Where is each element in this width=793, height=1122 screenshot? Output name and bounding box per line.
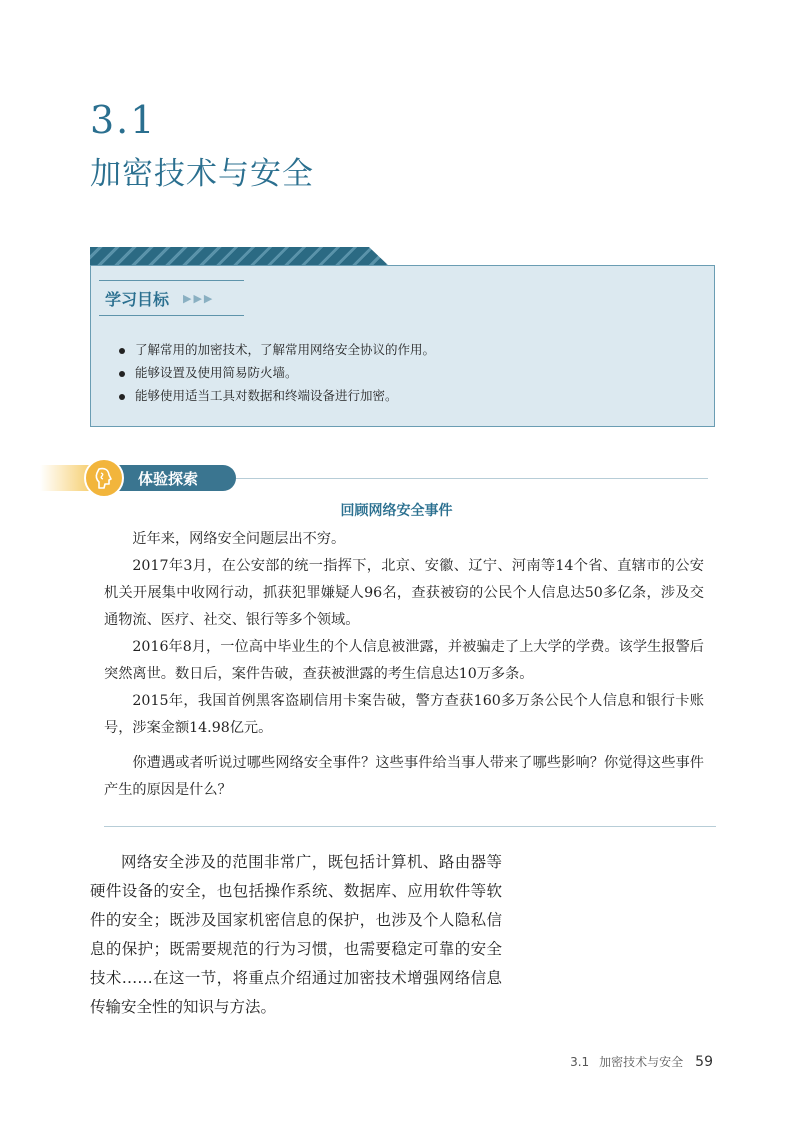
- explore-tab: [118, 465, 236, 491]
- thinking-head-icon: [84, 458, 124, 498]
- page-footer: [570, 1053, 713, 1070]
- case-question: 你遭遇或者听说过哪些网络安全事件？这些事件给当事人带来了哪些影响？你觉得这些事件产生的原因是什么？: [104, 755, 704, 798]
- objectives-box: [90, 265, 715, 427]
- objective-item: [119, 384, 435, 407]
- objectives-heading-label: 学习目标: [105, 289, 170, 309]
- footer-section-number: 3.1: [570, 1055, 590, 1069]
- objectives-stripe: [90, 247, 390, 267]
- objectives-list: [119, 338, 435, 407]
- bullet-icon: [119, 348, 125, 354]
- arrows-icon: ▶▶▶: [183, 291, 215, 305]
- section-divider: [104, 826, 716, 827]
- case-paragraph: 近年来，网络安全问题层出不穷。: [132, 531, 346, 547]
- objective-item: [119, 361, 435, 384]
- section-number: 3.1: [90, 98, 157, 142]
- objective-text: 能够使用适当工具对数据和终端设备进行加密。: [135, 388, 398, 403]
- case-paragraph: 2017年3月，在公安部的统一指挥下，北京、安徽、辽宁、河南等14个省、直辖市的公安机关开展集中收网行动，抓获犯罪嫌疑人96名，查获被窃的公民个人信息达50多亿条，涉及交通物流、医疗、社交、银行等多个领域。: [104, 558, 704, 628]
- body-paragraph: 网络安全涉及的范围非常广，既包括计算机、路由器等硬件设备的安全，也包括操作系统、数据库、应用软件等软件的安全；既涉及国家机密信息的保护，也涉及个人隐私信息的保护；既需要规范的行为习惯，也需要稳定可靠的安全技术……在这一节，将重点介绍通过加密技术增强网络信息传输安全性的知识与方法。: [90, 853, 502, 1016]
- explore-label: 体验探索: [138, 469, 199, 488]
- objective-text: 了解常用的加密技术，了解常用网络安全协议的作用。: [135, 342, 436, 357]
- section-title: 加密技术与安全: [90, 156, 314, 192]
- case-content: [104, 526, 704, 804]
- body-text: [90, 848, 502, 1022]
- case-paragraph: 2016年8月，一位高中毕业生的个人信息被泄露，并被骗走了上大学的学费。该学生报警后突然离世。数日后，案件告破，查获被泄露的考生信息达10万多条。: [104, 639, 704, 682]
- objective-text: 能够设置及使用简易防火墙。: [135, 365, 298, 380]
- footer-section-title: 加密技术与安全: [599, 1055, 684, 1069]
- page-number: 59: [695, 1054, 713, 1070]
- objective-item: [119, 338, 435, 361]
- bullet-icon: [119, 394, 125, 400]
- case-title: 回顾网络安全事件: [340, 503, 453, 519]
- bullet-icon: [119, 371, 125, 377]
- case-paragraph: 2015年，我国首例黑客盗刷信用卡案告破，警方查获160多万条公民个人信息和银行卡账号，涉案金额14.98亿元。: [104, 693, 704, 736]
- objectives-heading: [99, 280, 244, 316]
- explore-divider: [236, 478, 708, 479]
